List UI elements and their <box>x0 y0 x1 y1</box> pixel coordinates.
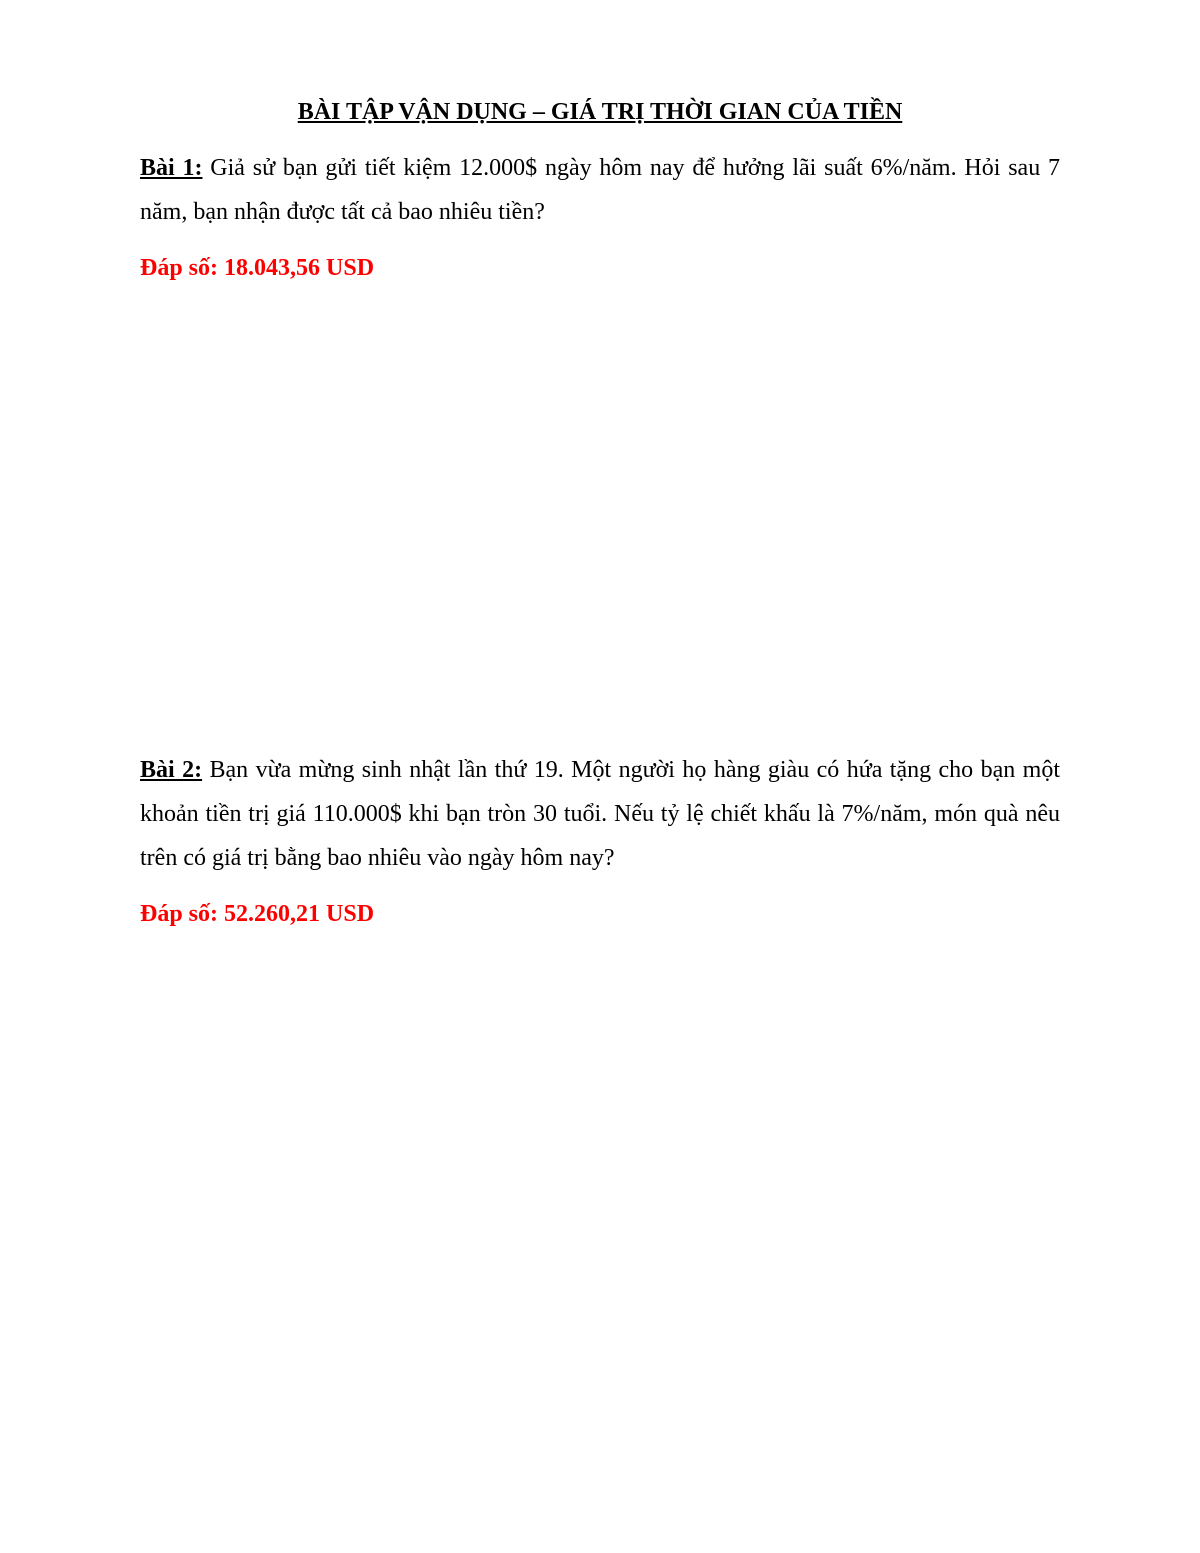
problem-2-label: Bài 2: <box>140 757 203 783</box>
problem-2 <box>140 748 1060 880</box>
problem-2-text: Bạn vừa mừng sinh nhật lần thứ 19. Một người họ hàng giàu có hứa tặng cho bạn một khoản tiền trị giá 110.000$ khi bạn tròn 30 tuổi. Nếu tỷ lệ chiết khấu là 7%/năm, món quà nêu trên có giá trị bằng bao nhiêu vào ngày hôm nay? <box>140 757 1060 871</box>
problem-1 <box>140 146 1060 234</box>
answer-1: Đáp số: 18.043,56 USD <box>140 255 375 281</box>
problem-1-text: Giả sử bạn gửi tiết kiệm 12.000$ ngày hôm nay để hưởng lãi suất 6%/năm. Hỏi sau 7 năm, bạn nhận được tất cả bao nhiêu tiền? <box>140 155 1060 225</box>
problem-1-label: Bài 1: <box>140 155 203 181</box>
document-title: BÀI TẬP VẬN DỤNG – GIÁ TRỊ THỜI GIAN CỦA TIỀN <box>297 99 903 125</box>
answer-2: Đáp số: 52.260,21 USD <box>140 901 375 927</box>
